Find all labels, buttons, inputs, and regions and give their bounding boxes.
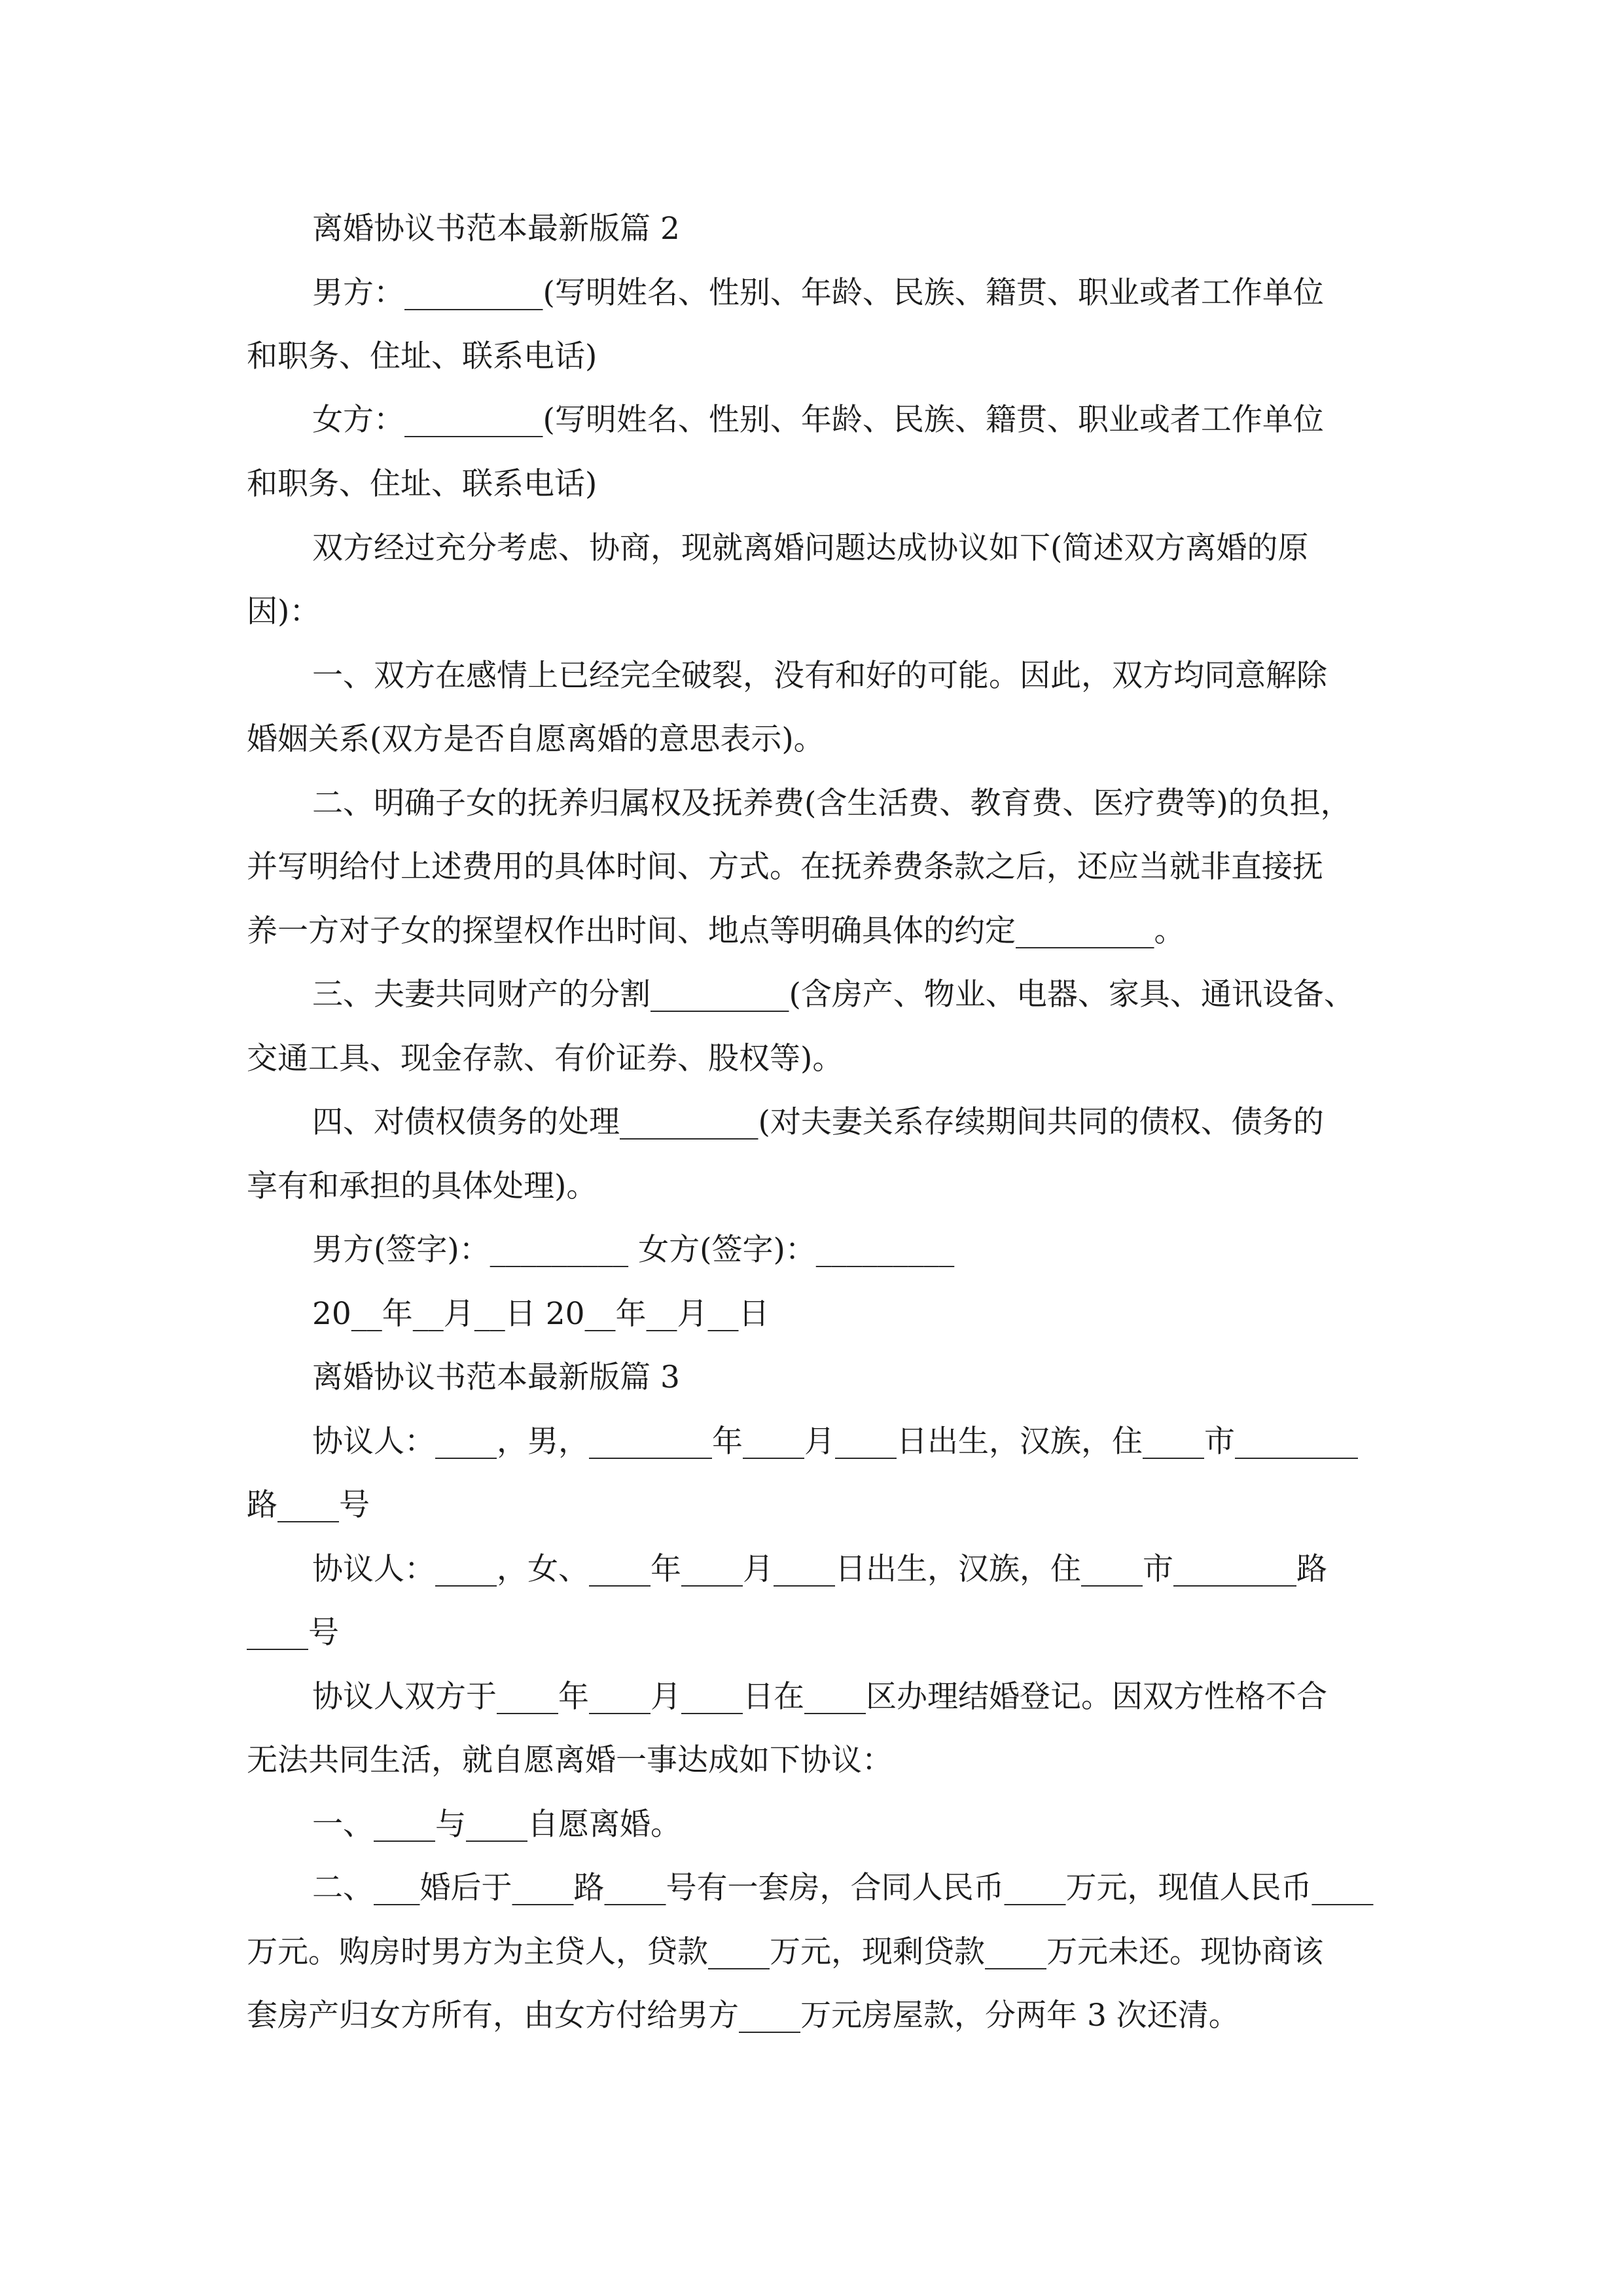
- party-2-line-cont: ____号: [247, 1615, 339, 1651]
- marriage-registration: 协议人双方于____年____月____日在____区办理结婚登记。因双方性格不合: [312, 1679, 1327, 1715]
- female-party-line: 女方：_________(写明姓名、性别、年龄、民族、籍贯、职业或者工作单位: [312, 402, 1324, 438]
- female-party-line-cont: 和职务、住址、联系电话): [247, 466, 597, 502]
- party-1-line-cont: 路____号: [247, 1487, 370, 1523]
- clause-1: 一、双方在感情上已经完全破裂，没有和好的可能。因此，双方均同意解除: [312, 658, 1327, 694]
- clause-4: 四、对债权债务的处理_________(对夫妻关系存续期间共同的债权、债务的: [312, 1104, 1324, 1140]
- party-2-line: 协议人：____，女、____年____月____日出生，汉族，住____市________路: [312, 1551, 1327, 1587]
- clause-2-cont-1: 并写明给付上述费用的具体时间、方式。在抚养费条款之后，还应当就非直接抚: [247, 849, 1323, 885]
- clause-3-2-cont-2: 套房产归女方所有，由女方付给男方____万元房屋款，分两年 3 次还清。: [247, 1998, 1240, 2034]
- agreement-intro-cont: 因)：: [247, 594, 321, 630]
- party-1-line: 协议人：____，男，________年____月____日出生，汉族，住____市________: [312, 1424, 1358, 1460]
- date-line: 20__年__月__日 20__年__月__日: [312, 1296, 770, 1332]
- male-party-line-cont: 和职务、住址、联系电话): [247, 338, 597, 374]
- clause-2: 二、明确子女的抚养归属权及抚养费(含生活费、教育费、医疗费等)的负担，: [312, 785, 1351, 821]
- marriage-registration-cont: 无法共同生活，就自愿离婚一事达成如下协议：: [247, 1742, 893, 1778]
- clause-2-cont-2: 养一方对子女的探望权作出时间、地点等明确具体的约定_________。: [247, 913, 1185, 949]
- signature-line: 男方(签字)：_________ 女方(签字)：_________: [312, 1232, 955, 1268]
- section-title-2: 离婚协议书范本最新版篇 2: [312, 211, 680, 247]
- male-party-line: 男方：_________(写明姓名、性别、年龄、民族、籍贯、职业或者工作单位: [312, 275, 1324, 311]
- clause-1-cont: 婚姻关系(双方是否自愿离婚的意思表示)。: [247, 721, 825, 757]
- clause-3-2-cont-1: 万元。购房时男方为主贷人，贷款____万元，现剩贷款____万元未还。现协商该: [247, 1934, 1323, 1970]
- clause-3-cont: 交通工具、现金存款、有价证券、股权等)。: [247, 1041, 844, 1077]
- clause-3-2: 二、___婚后于____路____号有一套房，合同人民币____万元，现值人民币____: [312, 1870, 1374, 1906]
- clause-3-1: 一、____与____自愿离婚。: [312, 1806, 681, 1842]
- section-title-3: 离婚协议书范本最新版篇 3: [312, 1359, 680, 1395]
- clause-4-cont: 享有和承担的具体处理)。: [247, 1168, 597, 1204]
- agreement-intro: 双方经过充分考虑、协商，现就离婚问题达成协议如下(简述双方离婚的原: [312, 530, 1309, 566]
- clause-3: 三、夫妻共同财产的分割_________(含房产、物业、电器、家具、通讯设备、: [312, 977, 1355, 1013]
